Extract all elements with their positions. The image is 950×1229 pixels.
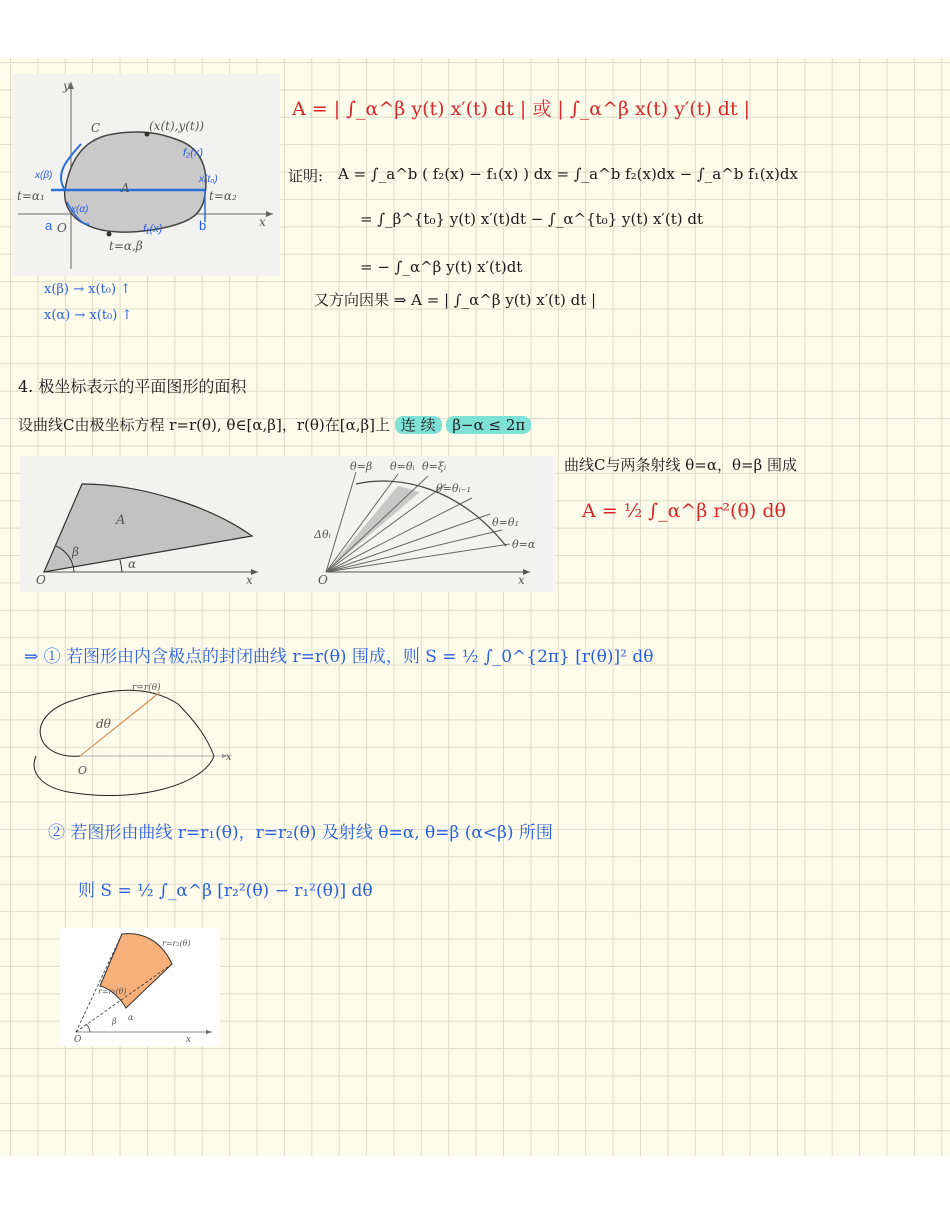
x-label-right: x [518, 573, 525, 587]
continuous-highlight: 连 续 [395, 416, 442, 434]
polar-sector-figure [20, 456, 555, 592]
theta-1-label: θ=θ₁ [492, 516, 519, 529]
theta-xi-label: θ=ξᵢ [422, 460, 447, 473]
proof-conclusion: 又方向因果 ⇒ A = | ∫_α^β y(t) x′(t) dt | [314, 291, 597, 309]
theta-i1-label: θ=θᵢ₋₁ [436, 482, 471, 495]
origin-label-left: O [36, 573, 46, 587]
area-a-label: A [116, 513, 126, 528]
region-description: 曲线C与两条射线 θ=α，θ=β 围成 [564, 456, 798, 474]
t-alpha1-label: t=α₁ [17, 189, 45, 203]
x-t0-label: x(t₀) [199, 174, 218, 185]
curve-c-label: C [91, 121, 101, 135]
polar-area-formula: A = ½ ∫_α^β r²(θ) dθ [582, 500, 786, 522]
origin-label: O [57, 221, 67, 235]
r2-label: r=r₂(θ) [162, 939, 191, 948]
x-label-2: x [186, 1035, 192, 1045]
closed-curve-label: r=r(θ) [132, 683, 161, 693]
case-2-text: ② 若图形由曲线 r=r₁(θ)，r=r₂(θ) 及射线 θ=α, θ=β (α<β) 所围 [48, 823, 553, 843]
a-label: a [45, 218, 53, 233]
case-1-text: ⇒ ① 若图形由内含极点的封闭曲线 r=r(θ) 围成，则 S = ½ ∫_0^{2π} [r(θ)]² dθ [24, 647, 654, 667]
alpha-label: α [128, 557, 137, 571]
note-x-beta: x(β) → x(t₀) ↑ [44, 282, 132, 297]
closed-curve-figure [28, 680, 238, 805]
area-label: A [121, 181, 130, 195]
origin-label-2: O [74, 1035, 82, 1045]
polar-setup-pre: 设曲线C由极坐标方程 r=r(θ), θ∈[α,β]，r(θ)在[α,β]上 [18, 416, 391, 434]
b-label: b [199, 218, 207, 233]
parametric-area-figure [13, 74, 280, 276]
delta-theta-label: Δθᵢ [314, 528, 331, 541]
proof-label: 证明: [288, 167, 324, 185]
alpha-label-2: α [128, 1013, 134, 1022]
closed-curve-x: x [226, 752, 232, 763]
r1-label: r=r₁(θ) [98, 987, 127, 996]
parametric-area-formula: A = | ∫_α^β y(t) x′(t) dt | 或 | ∫_α^β x(t) y′(t) dt | [292, 98, 751, 120]
polar-setup-text [18, 414, 531, 435]
proof-line-2: = ∫_β^{t₀} y(t) x′(t)dt − ∫_α^{t₀} y(t) x′(t) dt [360, 210, 703, 228]
annular-sector-figure [60, 928, 220, 1046]
t-alpha2-label: t=α₂ [209, 189, 237, 203]
case-2-formula: 则 S = ½ ∫_α^β [r₂²(θ) − r₁²(θ)] dθ [78, 881, 373, 901]
beta-label: β [72, 545, 79, 559]
t-bottom-label: t=α,β [109, 239, 143, 253]
proof-line-3: = − ∫_α^β y(t) x′(t)dt [360, 258, 523, 276]
origin-label-right: O [318, 573, 328, 587]
section-4-title: 4. 极坐标表示的平面图形的面积 [18, 377, 247, 396]
angle-range-highlight: β−α ≤ 2π [446, 416, 531, 434]
f1-label: f₁(x) [143, 223, 163, 235]
theta-alpha-label: θ=α [512, 538, 536, 551]
x-beta-label: x(β) [35, 170, 53, 181]
proof-line-1: A = ∫_a^b ( f₂(x) − f₁(x) ) dx = ∫_a^b f₂(x)dx − ∫_a^b f₁(x)dx [338, 165, 798, 183]
beta-label-2: β [112, 1017, 117, 1026]
x-alpha-label: x(α) [71, 204, 89, 215]
note-x-alpha: x(α) → x(t₀) ↑ [44, 308, 133, 323]
y-axis-label: y [63, 79, 70, 93]
point-label: (x(t),y(t)) [149, 119, 205, 133]
theta-i-label: θ=θᵢ [390, 460, 415, 473]
x-axis-label: x [259, 215, 266, 229]
f2-label: f₂(x) [183, 147, 204, 159]
theta-beta-label: θ=β [350, 460, 373, 473]
closed-curve-origin: O [78, 764, 88, 777]
dtheta-label: dθ [96, 717, 111, 731]
x-label-left: x [246, 573, 253, 587]
